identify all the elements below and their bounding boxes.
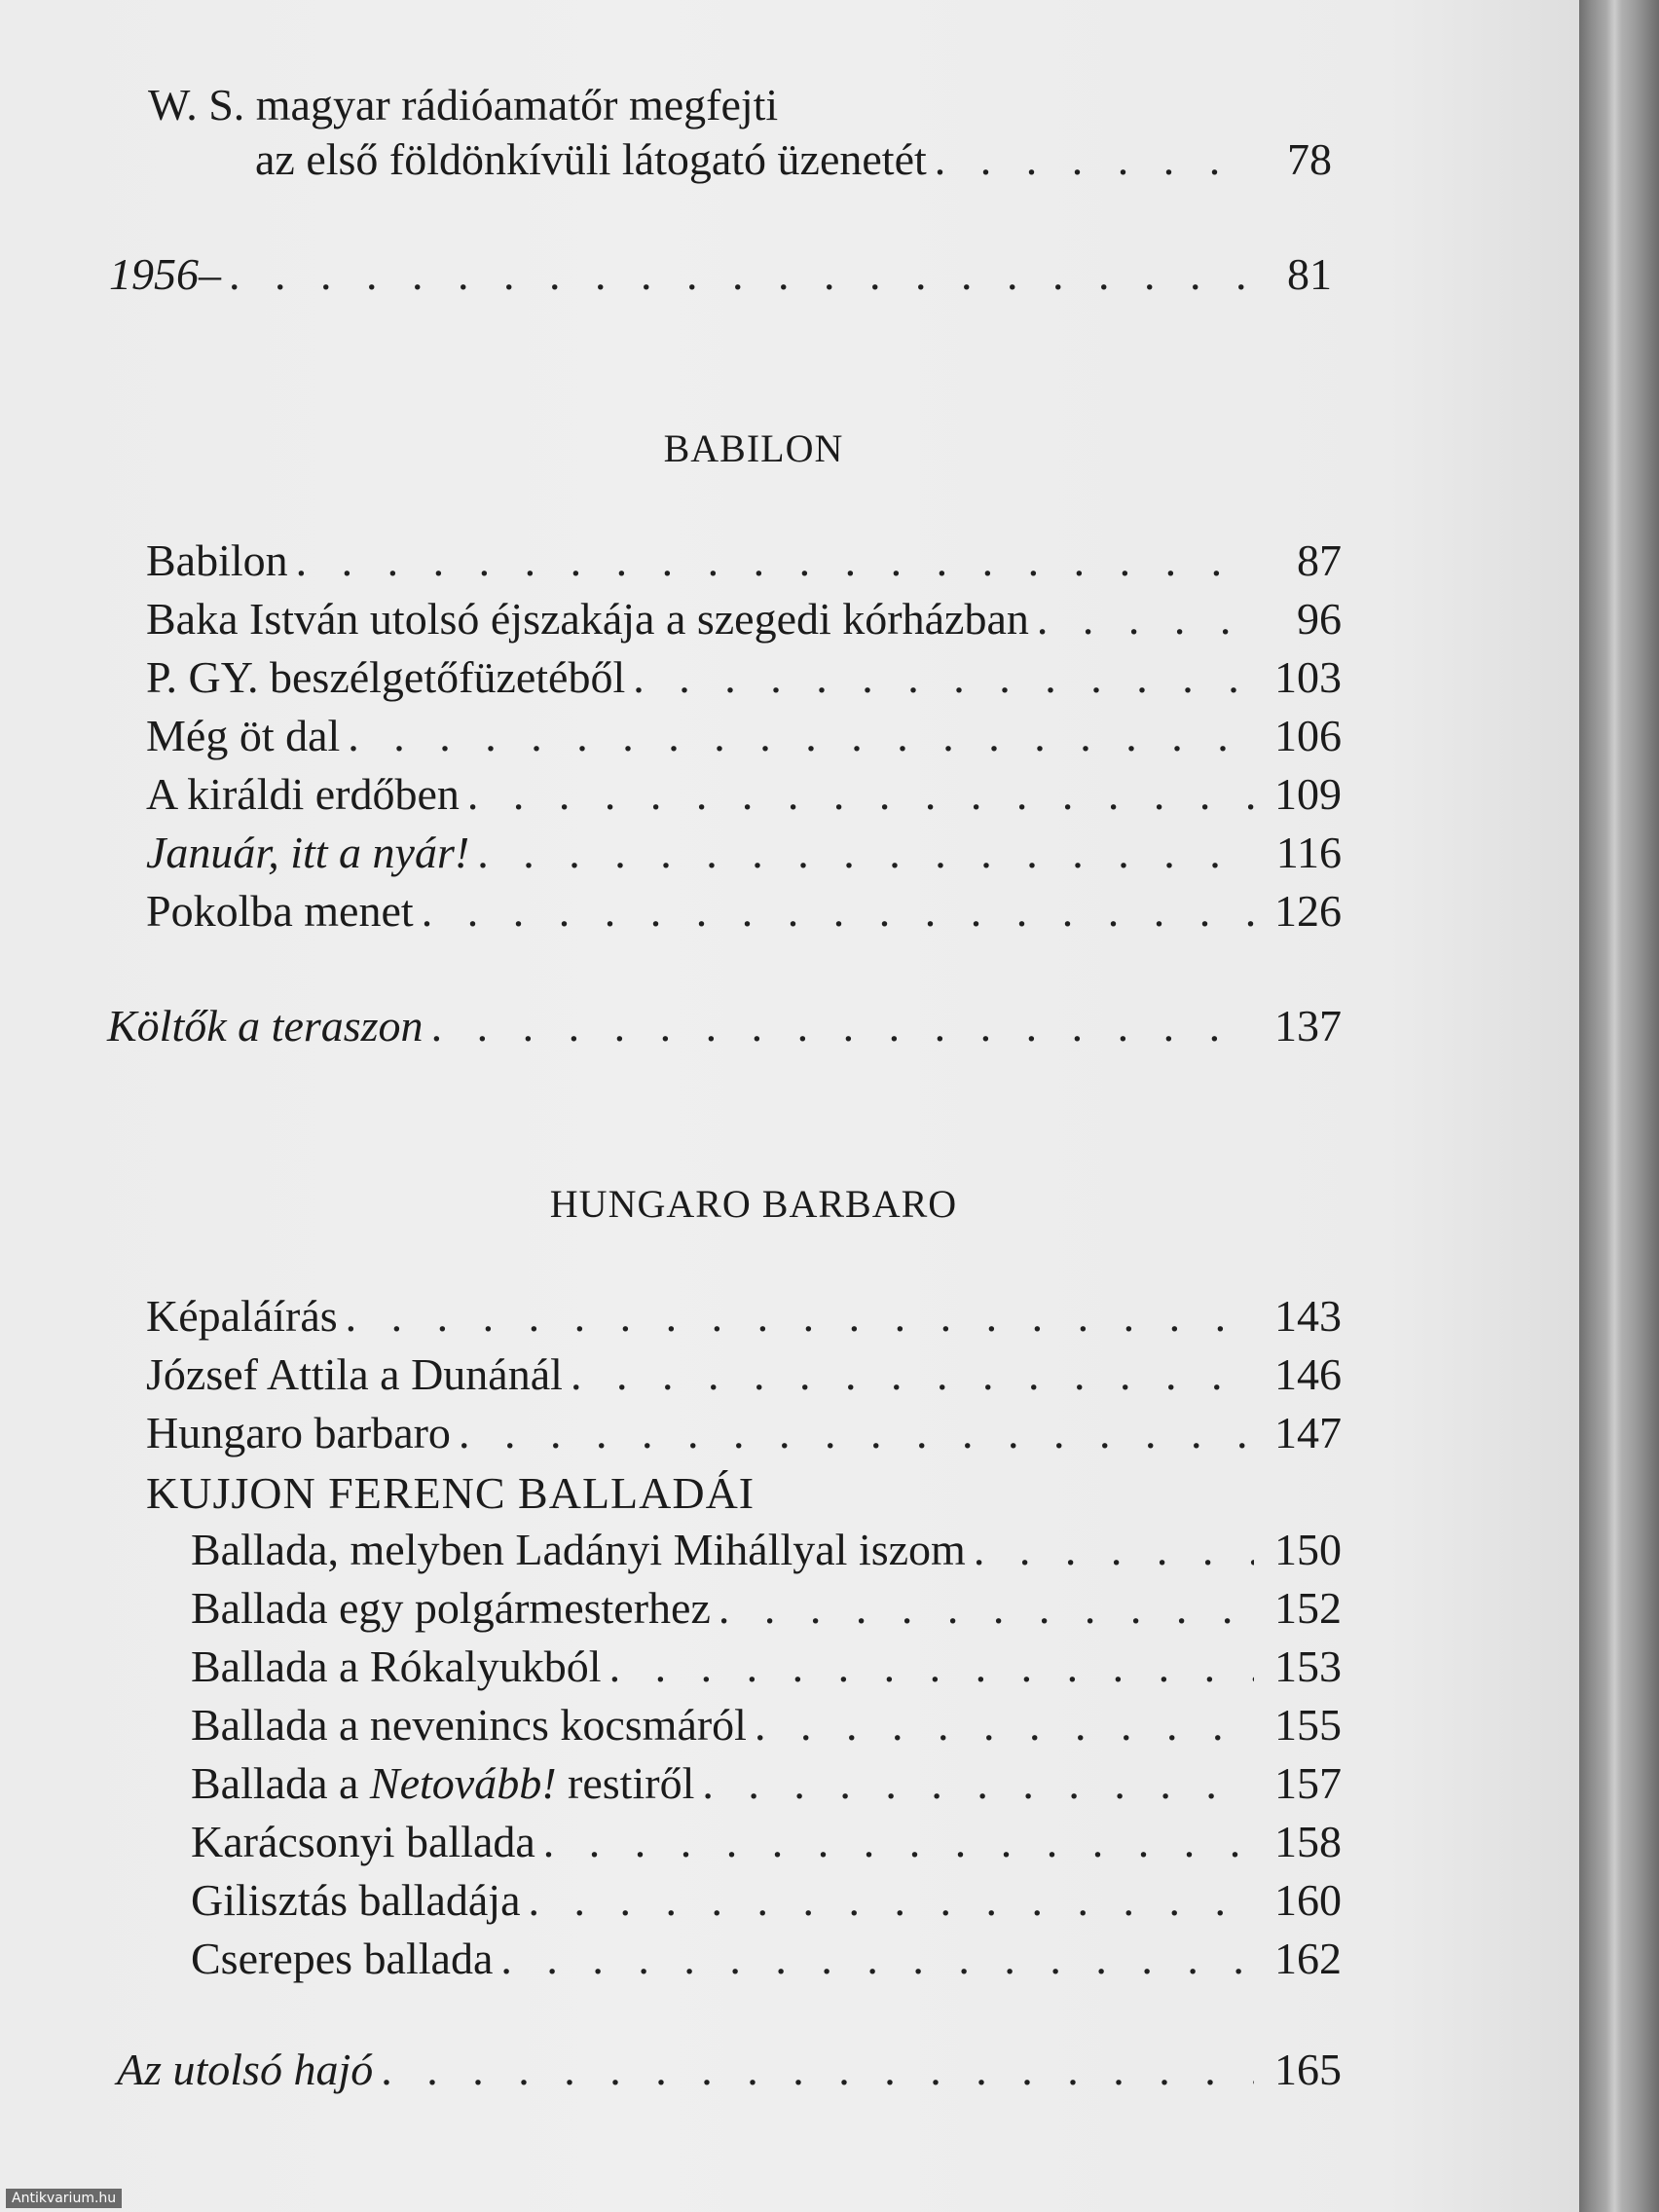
- toc-page-number: 158: [1274, 1817, 1342, 1866]
- toc-page-number: 143: [1274, 1291, 1342, 1341]
- toc-entry-az-utolso-hajo: [117, 2041, 1342, 2099]
- toc-page-number: 150: [1274, 1525, 1342, 1574]
- toc-leader-dots: [467, 765, 1254, 824]
- toc-page-number: 81: [1287, 249, 1332, 299]
- toc-entry: [146, 590, 1342, 648]
- toc-page-number: 146: [1274, 1349, 1342, 1399]
- toc-entry-title: Ballada egy polgármesterhez: [191, 1583, 711, 1633]
- toc-entry: [191, 1579, 1342, 1638]
- toc-entry: [146, 532, 1342, 590]
- toc-leader-dots: [477, 824, 1254, 882]
- toc-page-number: 147: [1274, 1408, 1342, 1457]
- toc-leader-dots: [346, 1287, 1254, 1346]
- toc-leader-dots: [571, 1346, 1254, 1404]
- watermark: Antikvarium.hu: [6, 2189, 122, 2208]
- toc-entry: [146, 1404, 1342, 1462]
- subsection-heading-kujjon: KUJJON FERENC BALLADÁI: [146, 1468, 756, 1518]
- toc-leader-dots: [702, 1754, 1254, 1813]
- toc-entry-title: Még öt dal: [146, 711, 341, 760]
- toc-leader-dots: [229, 245, 1244, 304]
- toc-page-number: 137: [1274, 1001, 1342, 1051]
- toc-page-number: 153: [1274, 1641, 1342, 1691]
- toc-page-number: 165: [1274, 2045, 1342, 2094]
- toc-page-number: 109: [1274, 769, 1342, 819]
- toc-page-number: 87: [1297, 535, 1342, 585]
- toc-entry-title: Ballada a nevenincs kocsmáról: [191, 1700, 747, 1750]
- toc-entry-title: Pokolba menet: [146, 886, 414, 936]
- toc-leader-dots: [381, 2041, 1254, 2099]
- section-heading-babilon: BABILON: [663, 426, 844, 470]
- toc-page-number: 96: [1297, 594, 1342, 644]
- toc-page-number: 152: [1274, 1583, 1342, 1633]
- toc-entry-title-prefix: Ballada a: [191, 1758, 370, 1808]
- toc-entry-title: Cserepes ballada: [191, 1934, 494, 1983]
- toc-leader-dots: [529, 1871, 1255, 1930]
- section-heading-hungaro-barbaro: HUNGARO BARBARO: [549, 1182, 958, 1226]
- toc-entry-title: az első földönkívüli látogató üzenetét: [255, 134, 927, 184]
- toc-entry: [146, 824, 1342, 882]
- toc-entry-title: József Attila a Dunánál: [146, 1349, 563, 1399]
- toc-entry: [191, 1638, 1342, 1696]
- toc-leader-dots: [500, 1930, 1254, 1988]
- toc-entry-koltok: [107, 997, 1342, 1055]
- toc-entry: [146, 882, 1342, 940]
- toc-entry-title-italic: Netovább!: [369, 1758, 557, 1808]
- toc-leader-dots: [431, 997, 1254, 1055]
- toc-entry-title: Képaláírás: [146, 1291, 338, 1341]
- toc-entry-title: 1956–: [109, 249, 221, 299]
- toc-entry-title: Baka István utolsó éjszakája a szegedi kórházban: [146, 594, 1029, 644]
- toc-entry: [191, 1521, 1342, 1579]
- toc-entry-title: Hungaro barbaro: [146, 1408, 451, 1457]
- toc-entry-ws-line1: W. S. magyar rádióamatőr megfejti: [148, 80, 779, 129]
- toc-entry: [146, 648, 1342, 707]
- toc-leader-dots: [459, 1404, 1254, 1462]
- toc-leader-dots: [755, 1696, 1254, 1754]
- toc-entry: [191, 1930, 1342, 1988]
- toc-leader-dots: [543, 1813, 1254, 1871]
- toc-page-number: 103: [1274, 652, 1342, 702]
- toc-entry-1956: [109, 245, 1332, 304]
- toc-leader-dots: [348, 707, 1254, 765]
- toc-entry-title: Babilon: [146, 535, 288, 585]
- toc-entry-ws: [255, 130, 1332, 189]
- toc-entry: [146, 1287, 1342, 1346]
- toc-entry: [191, 1754, 1342, 1813]
- toc-entry-title: Gilisztás balladája: [191, 1875, 521, 1925]
- toc-entry: [146, 765, 1342, 824]
- toc-leader-dots: [422, 882, 1254, 940]
- toc-leader-dots: [719, 1579, 1254, 1638]
- toc-page-number: 155: [1274, 1700, 1342, 1750]
- toc-page-number: 78: [1287, 134, 1332, 184]
- toc-entry: [191, 1871, 1342, 1930]
- toc-leader-dots: [609, 1638, 1254, 1696]
- toc-entry-title: P. GY. beszélgetőfüzetéből: [146, 652, 626, 702]
- toc-entry-title: [191, 1754, 702, 1813]
- toc-leader-dots: [1037, 590, 1254, 648]
- toc-page-number: 126: [1274, 886, 1342, 936]
- toc-entry: [146, 707, 1342, 765]
- toc-leader-dots: [633, 648, 1254, 707]
- toc-entry-title: Ballada a Rókalyukból: [191, 1641, 602, 1691]
- toc-page-number: 116: [1275, 828, 1342, 877]
- toc-entry-title-suffix: restiről: [556, 1758, 695, 1808]
- toc-entry-title: Az utolsó hajó: [117, 2045, 374, 2094]
- toc-page-number: 160: [1274, 1875, 1342, 1925]
- toc-entry-title: Ballada, melyben Ladányi Mihállyal iszom: [191, 1525, 966, 1574]
- toc-page-number: 157: [1274, 1758, 1342, 1808]
- gutter-highlight: [1606, 0, 1622, 2212]
- toc-leader-dots: [935, 130, 1244, 189]
- toc-entry-title: Január, itt a nyár!: [146, 828, 470, 877]
- toc-page-number: 162: [1274, 1934, 1342, 1983]
- toc-leader-dots: [296, 532, 1254, 590]
- toc-entry: [146, 1346, 1342, 1404]
- toc-leader-dots: [974, 1521, 1254, 1579]
- toc-entry: [191, 1813, 1342, 1871]
- toc-entry-title: Karácsonyi ballada: [191, 1817, 535, 1866]
- toc-page-number: 106: [1274, 711, 1342, 760]
- toc-entry-title: Költők a teraszon: [107, 1001, 424, 1051]
- toc-entry: [191, 1696, 1342, 1754]
- toc-entry-title: A királdi erdőben: [146, 769, 460, 819]
